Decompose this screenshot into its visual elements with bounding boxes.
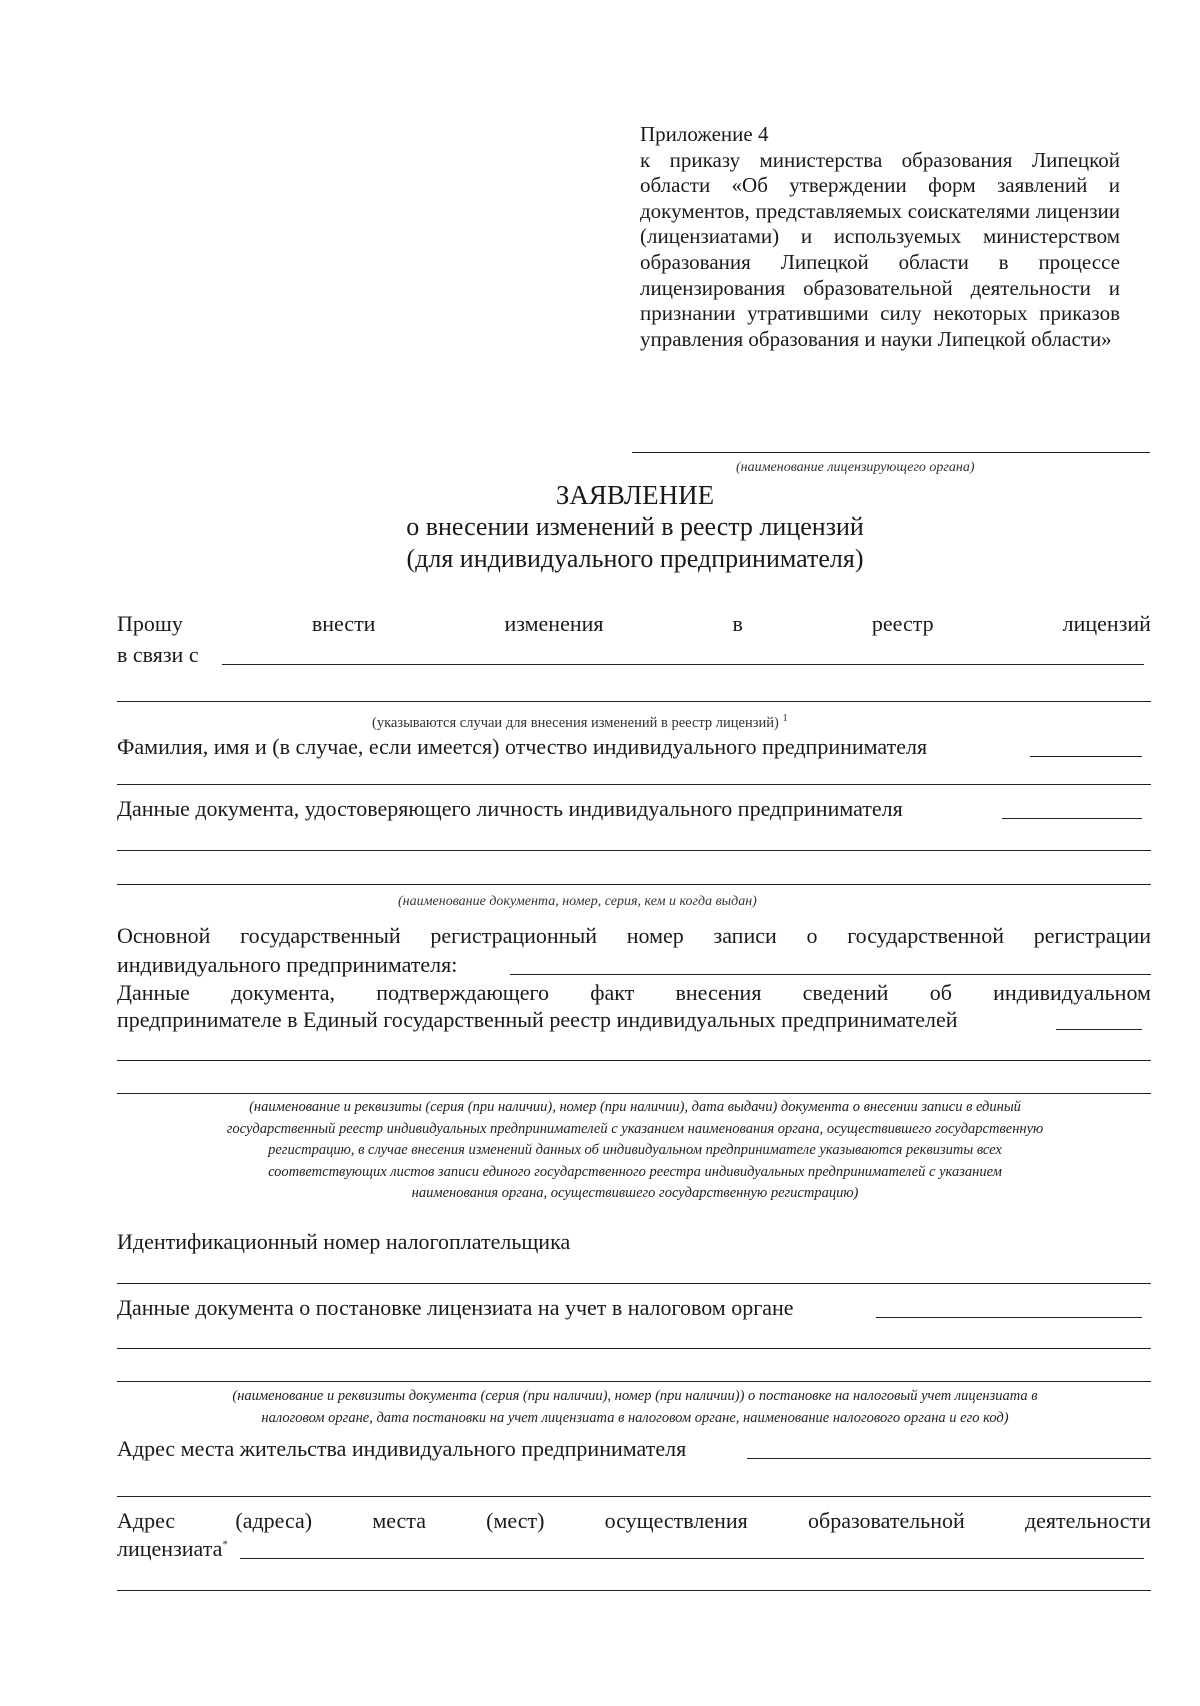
- ogrnip-field[interactable]: [510, 974, 1151, 975]
- inn-field[interactable]: [117, 1283, 1151, 1284]
- document-subtitle-1: о внесении изменений в реестр лицензий: [406, 512, 864, 541]
- request-word: Прошу: [117, 611, 183, 636]
- ogrnip-word: государственный: [240, 923, 401, 948]
- footnote-asterisk: *: [222, 1538, 228, 1551]
- egrip-word: факт: [590, 980, 635, 1005]
- ogrnip-label: индивидуального предпринимателя:: [117, 952, 458, 977]
- activity-word: деятельности: [1024, 1508, 1151, 1533]
- inn-label: Идентификационный номер налогоплательщика: [117, 1229, 571, 1254]
- activity-word: места: [372, 1508, 426, 1533]
- egrip-word: сведений: [802, 980, 889, 1005]
- egrip-label: предпринимателе в Единый государственный реестр индивидуальных предпринимателей: [117, 1007, 958, 1032]
- request-word: в: [732, 611, 743, 636]
- id-document-caption: (наименование документа, номер, серия, кем и когда выдан): [398, 894, 757, 909]
- request-caption: [372, 712, 788, 732]
- activity-word: (адреса): [235, 1508, 313, 1533]
- request-word: изменения: [504, 611, 604, 636]
- tax-field[interactable]: [876, 1317, 1142, 1318]
- full-name-label: Фамилия, имя и (в случае, если имеется) отчество индивидуального предпринимателя: [117, 734, 928, 759]
- activity-word: осуществления: [604, 1508, 748, 1533]
- request-reason-label: в связи с: [117, 642, 199, 667]
- document-subtitle-2: (для индивидуального предпринимателя): [406, 544, 864, 573]
- egrip-word: об: [929, 980, 952, 1005]
- egrip-word: документа,: [231, 980, 335, 1005]
- ogrnip-word: о: [806, 923, 818, 948]
- full-name-field-2[interactable]: [117, 784, 1151, 785]
- egrip-note-line: государственный реестр индивидуальных предпринимателей с указанием наименования органа, осуществившего государственную: [226, 1120, 1044, 1137]
- id-document-label: Данные документа, удостоверяющего личность индивидуального предпринимателя: [117, 796, 903, 821]
- id-document-field-3[interactable]: [117, 884, 1151, 885]
- activity-word: (мест): [486, 1508, 545, 1533]
- appendix-text: к приказу министерства образования Липецкой области «Об утверждении форм заявлений и документов, представляемых соискателями лицензии (лицензиатами) и используемых министерством образования Липецкой области в процессе лицензирования образовательной деятельности и признании утратившими силу некоторых приказов управления образования и науки Липецкой области»: [640, 147, 1120, 351]
- residence-field[interactable]: [747, 1458, 1151, 1459]
- licensing-body-field[interactable]: [632, 452, 1150, 453]
- ogrnip-word: регистрации: [1033, 923, 1151, 948]
- egrip-note-line: наименования органа, осуществившего государственную регистрацию): [411, 1185, 859, 1201]
- activity-label: лицензиата: [117, 1536, 223, 1561]
- egrip-field[interactable]: [1056, 1029, 1142, 1030]
- ogrnip-word: Основной: [117, 923, 211, 948]
- request-word: лицензий: [1062, 611, 1151, 636]
- request-reason-field-2[interactable]: [117, 701, 1151, 702]
- egrip-field-3[interactable]: [117, 1093, 1151, 1094]
- tax-note-line: налоговом органе, дата постановки на учет лицензиата в налоговом органе, наименование налогового органа и его код): [261, 1409, 1009, 1426]
- egrip-field-2[interactable]: [117, 1060, 1151, 1061]
- document-title: ЗАЯВЛЕНИЕ: [555, 480, 715, 510]
- id-document-field-2[interactable]: [117, 850, 1151, 851]
- id-document-field[interactable]: [1002, 818, 1142, 819]
- egrip-note-line: (наименование и реквизиты (серия (при наличии), номер (при наличии), дата выдачи) документа о внесении записи в единый: [249, 1099, 1021, 1115]
- activity-word: образовательной: [808, 1508, 965, 1533]
- tax-label: Данные документа о постановке лицензиата на учет в налоговом органе: [117, 1295, 794, 1320]
- egrip-word: Данные: [117, 980, 190, 1005]
- request-word: реестр: [871, 611, 934, 636]
- tax-note: [110, 1386, 1160, 1429]
- residence-field-2[interactable]: [117, 1496, 1151, 1497]
- ogrnip-word: номер: [626, 923, 684, 948]
- request-line: [117, 611, 1151, 637]
- ogrnip-line: [117, 923, 1151, 949]
- full-name-field[interactable]: [1030, 756, 1142, 757]
- tax-field-2[interactable]: [117, 1348, 1151, 1349]
- ogrnip-word: записи: [713, 923, 777, 948]
- ogrnip-word: государственной: [847, 923, 1004, 948]
- request-caption-text: (указываются случаи для внесения изменений в реестр лицензий): [372, 714, 779, 731]
- activity-line-2: [117, 1536, 228, 1562]
- request-reason-field[interactable]: [222, 664, 1144, 665]
- egrip-word: внесения: [675, 980, 762, 1005]
- activity-word: Адрес: [117, 1508, 176, 1533]
- activity-field[interactable]: [240, 1558, 1144, 1559]
- activity-line: [117, 1508, 1151, 1534]
- activity-field-2[interactable]: [117, 1590, 1151, 1591]
- egrip-word: индивидуальном: [993, 980, 1151, 1005]
- request-line-2: [117, 642, 199, 668]
- egrip-note-line: соответствующих листов записи единого государственного реестра индивидуальных предпринимателей с указанием: [268, 1163, 1002, 1180]
- appendix-block: [640, 122, 1120, 352]
- residence-label: Адрес места жительства индивидуального предпринимателя: [117, 1436, 687, 1461]
- egrip-line: [117, 980, 1151, 1006]
- egrip-word: подтверждающего: [376, 980, 549, 1005]
- appendix-title: Приложение 4: [640, 122, 769, 146]
- ogrnip-word: регистрационный: [430, 923, 598, 948]
- egrip-note: [110, 1097, 1160, 1205]
- tax-field-3[interactable]: [117, 1381, 1151, 1382]
- egrip-note-line: регистрацию, в случае внесения изменений данных об индивидуальном предпринимателе указываются реквизиты всех: [268, 1142, 1002, 1158]
- request-word: внести: [311, 611, 376, 636]
- tax-note-line: (наименование и реквизиты документа (серия (при наличии), номер (при наличии)) о постановке на налоговый учет лицензиата в: [232, 1388, 1038, 1404]
- licensing-body-caption: (наименование лицензирующего органа): [736, 460, 975, 475]
- footnote-marker: 1: [782, 712, 788, 724]
